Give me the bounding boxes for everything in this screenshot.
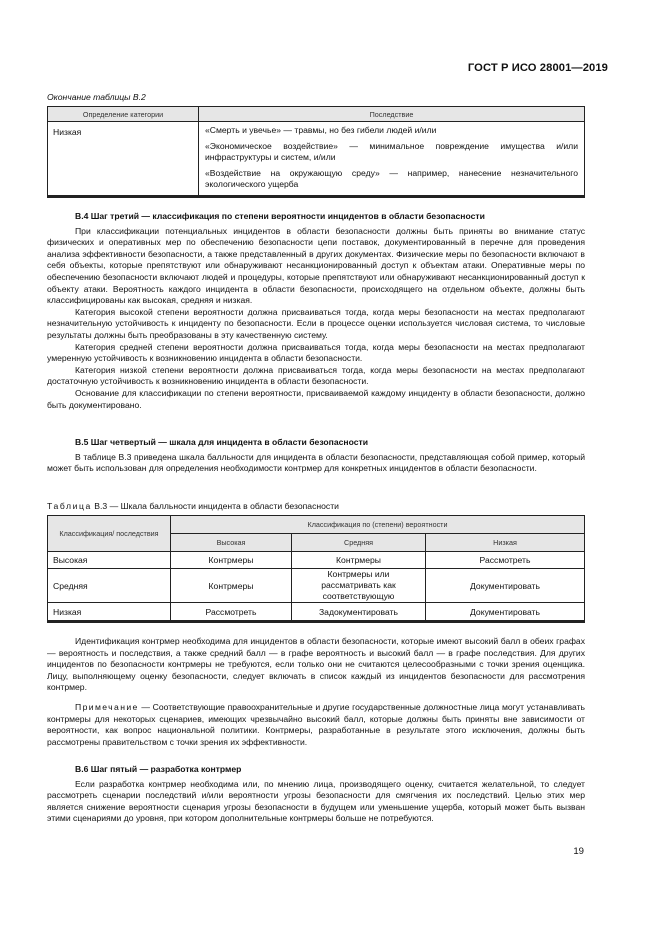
table-b3-cell: Контрмеры bbox=[171, 569, 292, 603]
table-b3-group-header: Классификация по (степени) вероятности bbox=[171, 516, 585, 534]
table-b3-cell: Контрмеры или рассматривать как соответствующую bbox=[292, 569, 426, 603]
consequence-item: «Экономическое воздействие» — минимальное повреждение имущества и/или инфраструктуры и систем, и/или bbox=[205, 140, 578, 162]
consequence-item: «Смерть и увечье» — травмы, но без гибели людей и/или bbox=[205, 125, 437, 135]
table-row bbox=[48, 552, 585, 569]
table-b3-cell: Рассмотреть bbox=[426, 552, 585, 569]
table-b3-cell: Документировать bbox=[426, 603, 585, 622]
table-b3-row-label: Средняя bbox=[48, 569, 171, 603]
table-b3-cell: Документировать bbox=[426, 569, 585, 603]
section-b4-paragraph: Категория средней степени вероятности должна присваиваться тогда, когда меры безопасности на местах предполагают умеренную устойчивость к возникновению инцидента в области безопасности. bbox=[47, 341, 585, 364]
page-number: 19 bbox=[573, 846, 584, 857]
section-b5-paragraph: В таблице В.3 приведена шкала балльности для инцидента в области безопасности, представляющая собой пример, который может быть использован для определения необходимости контрмер для конкретных инцидентов в области безопасности. bbox=[47, 451, 585, 474]
after-table-paragraph: Идентификация контрмер необходима для инцидентов в области безопасности, которые имеют высокий балл в обеих графах — вероятность и последствия, а также средний балл — в графе вероятность и высокий балл — в графе последствия. Для других инцидентов по безопасности контрмеры не требуются, если только они не считаются целесообразными с точки зрения оценщика. Лицу, выполняющему оценку безопасности, следует включать в список каждый из инцидентов безопасности для рассмотрения контрмер. bbox=[47, 636, 585, 693]
section-b5 bbox=[47, 437, 585, 475]
table-b3-caption-text: В.3 — Шкала балльности инцидента в области безопасности bbox=[94, 501, 339, 511]
section-b4-paragraph: Категория высокой степени вероятности должна присваиваться тогда, когда меры безопасности на местах предполагают незначительную устойчивость к инциденту по безопасности. Если в процессе оценки используется числовая система, то числовые результаты должны быть преобразованы в эту качественную систему. bbox=[47, 306, 585, 340]
table-b3-cell: Задокументировать bbox=[292, 603, 426, 622]
table-b2-consequence-cell bbox=[199, 122, 585, 197]
table-b3-col-header: Высокая bbox=[171, 534, 292, 552]
section-b4-paragraph: Категория низкой степени вероятности должна присваиваться тогда, когда меры безопасности на местах предполагают достаточную устойчивость к возникновению инцидента в области безопасности. bbox=[47, 364, 585, 387]
document-code: ГОСТ Р ИСО 28001—2019 bbox=[467, 62, 608, 74]
table-b3-col-header: Средняя bbox=[292, 534, 426, 552]
note-label: Примечание bbox=[75, 701, 139, 712]
table-b3-caption bbox=[47, 501, 339, 511]
section-b4 bbox=[47, 211, 585, 411]
section-b6 bbox=[47, 764, 585, 825]
table-b2-caption: Окончание таблицы В.2 bbox=[47, 92, 146, 102]
section-b4-paragraph: Основание для классификации по степени вероятности, присваиваемой каждому инциденту в области безопасности, должно быть документировано. bbox=[47, 387, 585, 410]
table-row bbox=[48, 603, 585, 622]
table-b3-row-label: Низкая bbox=[48, 603, 171, 622]
table-b3-row-label: Высокая bbox=[48, 552, 171, 569]
table-b2 bbox=[47, 106, 585, 198]
table-b2-header-category: Определение категории bbox=[48, 107, 199, 122]
table-row bbox=[48, 569, 585, 603]
section-b6-heading: В.6 Шаг пятый — разработка контрмер bbox=[75, 764, 242, 774]
table-b3-cell: Рассмотреть bbox=[171, 603, 292, 622]
consequence-item: «Воздействие на окружающую среду» — например, нанесение незначительного экологического ущерба bbox=[205, 167, 578, 189]
table-b3-col-header: Низкая bbox=[426, 534, 585, 552]
section-b5-heading: В.5 Шаг четвертый — шкала для инцидента в области безопасности bbox=[75, 437, 368, 447]
section-b6-paragraph: Если разработка контрмер необходима или, по мнению лица, производящего оценку, считается желательной, то следует рассмотреть сценарии последствий и/или вероятности угрозы безопасности для смягчения их последствий. Целью этих мер является снижение вероятности сценария угрозы безопасности в будущем или уменьшение ущерба, который может быть вызван этими сценариями до уровня, при котором дополнительные контрмеры больше не потребуются. bbox=[47, 778, 585, 824]
table-b2-header-consequence: Последствие bbox=[199, 107, 585, 122]
table-b3-corner-header: Классификация/ последствия bbox=[48, 516, 171, 552]
table-b2-category-cell: Низкая bbox=[48, 122, 199, 197]
table-b3-caption-label: Таблица bbox=[47, 501, 92, 511]
table-b3-cell: Контрмеры bbox=[292, 552, 426, 569]
section-b4-paragraph: При классификации потенциальных инцидентов в области безопасности должны быть приняты во внимание статус физических и оперативных мер по обеспечению безопасности цепи поставок, документированный в перечне для проведения анализа эффективности безопасности, а также представленный в других документах. Физические меры по безопасности включают в себя объекты, которые препятствуют или обнаруживают несанкционированный доступ к объектам атаки. Оперативные меры по обеспечению безопасности включают людей и процедуры, которые препятствуют или обнаруживают несанкционированный доступ к объекту атаки. Вероятность каждого инцидента в области безопасности, происходящего на отдельном объекте, должны быть классифицированы как высокая, средняя и низкая. bbox=[47, 225, 585, 306]
section-b4-heading: В.4 Шаг третий — классификация по степени вероятности инцидентов в области безопасности bbox=[75, 211, 485, 221]
note bbox=[47, 702, 585, 748]
table-b3-cell: Контрмеры bbox=[171, 552, 292, 569]
note-text: — Соответствующие правоохранительные и другие государственные должностные лица могут устанавливать контрмеры для некоторых сценариев, имеющих чрезвычайно высокий балл, которые должны быть приняты вне зависимости от вероятности, как вопрос национальной политики. Контрмеры, разработанные в результате этого исключения, должны быть рассмотрены правительством с точки зрения их эффективности. bbox=[47, 701, 585, 747]
after-table-block bbox=[47, 636, 585, 748]
table-b3 bbox=[47, 515, 585, 623]
